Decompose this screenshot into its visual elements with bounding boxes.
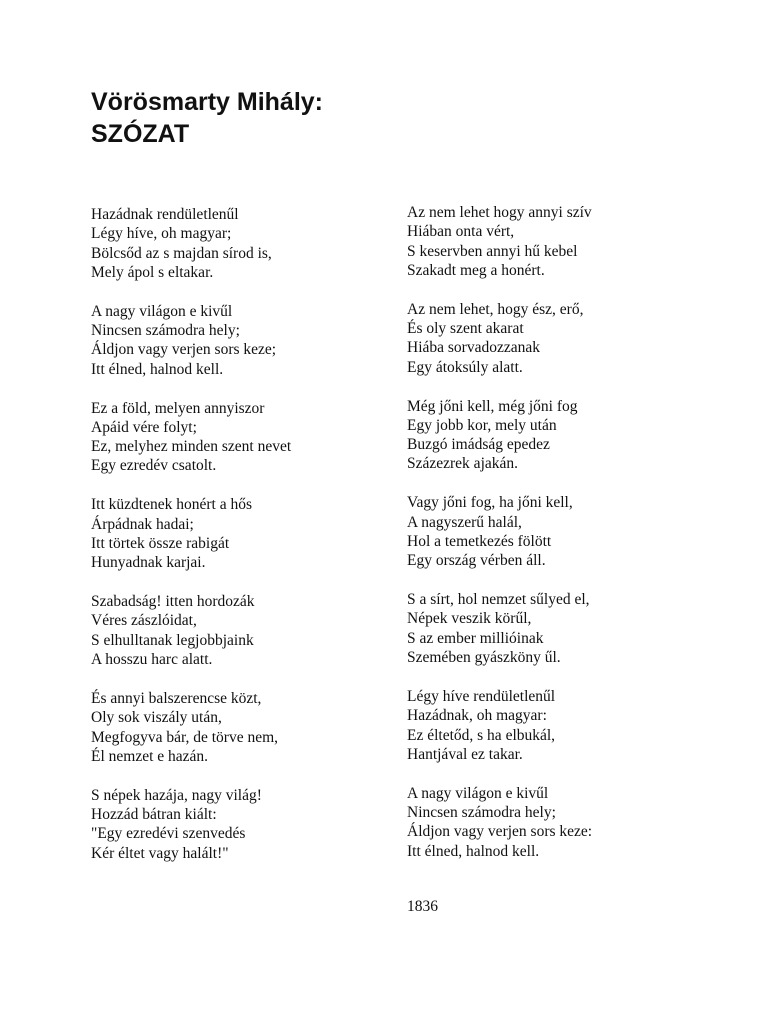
poem-line: Nincsen számodra hely; (91, 322, 240, 340)
poem-line: Vagy jőni fog, ha jőni kell, (407, 494, 573, 512)
poem-title: SZÓZAT (91, 120, 190, 148)
poem-line: És oly szent akarat (407, 320, 524, 338)
poem-line: Itt élned, halnod kell. (407, 842, 540, 860)
stanza (91, 399, 391, 476)
poem-line: Ez, melyhez minden szent nevet (91, 438, 292, 456)
poem-line: Itt küzdtenek honért a hős (91, 496, 252, 514)
stanza (91, 786, 391, 863)
poem-line: Szabadság! itten hordozák (91, 593, 255, 611)
poem-line: Népek veszik körűl, (407, 610, 532, 628)
poem-line: "Egy ezredévi szenvedés (91, 825, 246, 843)
poem-line: S népek hazája, nagy világ! (91, 786, 262, 804)
poem-heading (91, 86, 323, 150)
stanza (91, 302, 391, 379)
stanza (91, 592, 391, 669)
poem-line: Megfogyva bár, de törve nem, (91, 728, 279, 746)
poem-line: Mely ápol s eltakar. (91, 263, 214, 281)
poem-line: S a sírt, hol nemzet sűlyed el, (407, 591, 590, 609)
stanza (407, 687, 707, 764)
stanza (91, 495, 391, 572)
poem-line: Bölcsőd az s majdan sírod is, (91, 244, 272, 262)
poem-line: Hozzád bátran kiált: (91, 805, 217, 823)
poem-line: Kér éltet vagy halált!" (91, 844, 229, 862)
poem-line: A hosszu harc alatt. (91, 651, 213, 669)
poem-line: Él nemzet e hazán. (91, 747, 209, 765)
poem-line: Ez éltetőd, s ha elbukál, (407, 726, 556, 744)
poem-line: S az ember millióinak (407, 629, 544, 647)
poem-line: Százezrek ajakán. (407, 455, 519, 473)
poem-line: Hol a temetkezés fölött (407, 532, 552, 550)
stanza (91, 205, 391, 282)
stanza (407, 590, 707, 667)
poem-line: Hazádnak rendületlenűl (91, 206, 239, 223)
poem-line: Hiában onta vért, (407, 223, 515, 241)
poem-line: Itt törtek össze rabigát (91, 534, 230, 552)
poem-line: S elhulltanak legjobbjaink (91, 631, 254, 649)
poem-line: Áldjon vagy verjen sors keze; (91, 341, 277, 359)
poem-line: Szakadt meg a honért. (407, 261, 545, 279)
poem-line: Apáid vére folyt; (91, 418, 197, 436)
poem-line: Nincsen számodra hely; (407, 803, 556, 821)
poem-line: Szemében gyászköny űl. (407, 649, 561, 667)
poem-line: Áldjon vagy verjen sors keze: (407, 823, 593, 841)
poem-line: Hazádnak, oh magyar: (407, 707, 547, 725)
stanza (407, 203, 707, 280)
poem-line: A nagy világon e kivűl (91, 302, 233, 320)
poem-line: Egy ezredév csatolt. (91, 457, 217, 475)
poem-line: Hantjával ez takar. (407, 745, 523, 763)
author-name: Vörösmarty Mihály: (91, 88, 324, 116)
poem-line: Oly sok viszály után, (91, 709, 222, 727)
poem-line: Még jőni kell, még jőni fog (407, 397, 578, 415)
left-column (91, 205, 391, 882)
poem-line: Az nem lehet, hogy ész, erő, (407, 300, 584, 318)
poem-line: És annyi balszerencse közt, (91, 689, 262, 707)
poem-line: Egy ország vérben áll. (407, 552, 546, 570)
poem-line: Egy jobb kor, mely után (407, 416, 557, 434)
poem-line: Hiába sorvadozzanak (407, 339, 540, 357)
poem-line: Ez a föld, melyen annyiszor (91, 399, 265, 417)
poem-line: Buzgó imádság epedez (407, 436, 550, 454)
poem-line: A nagy világon e kivűl (407, 784, 549, 802)
poem-line: Légy híve rendületlenűl (407, 687, 556, 705)
poem-year: 1836 (407, 898, 438, 915)
stanza (91, 689, 391, 766)
poem-line: S keservben annyi hű kebel (407, 242, 578, 260)
poem-line: Az nem lehet hogy annyi szív (407, 204, 592, 221)
poem-line: Légy híve, oh magyar; (91, 225, 232, 243)
poem-line: Hunyadnak karjai. (91, 554, 206, 572)
poem-line: Itt élned, halnod kell. (91, 360, 224, 378)
poem-line: Véres zászlóidat, (91, 612, 197, 630)
stanza (407, 784, 707, 861)
stanza (407, 300, 707, 377)
stanza (407, 397, 707, 474)
poem-line: A nagyszerű halál, (407, 513, 522, 531)
poem-line: Árpádnak hadai; (91, 515, 194, 533)
right-column (407, 203, 707, 880)
poem-line: Egy átoksúly alatt. (407, 358, 523, 376)
stanza (407, 493, 707, 570)
